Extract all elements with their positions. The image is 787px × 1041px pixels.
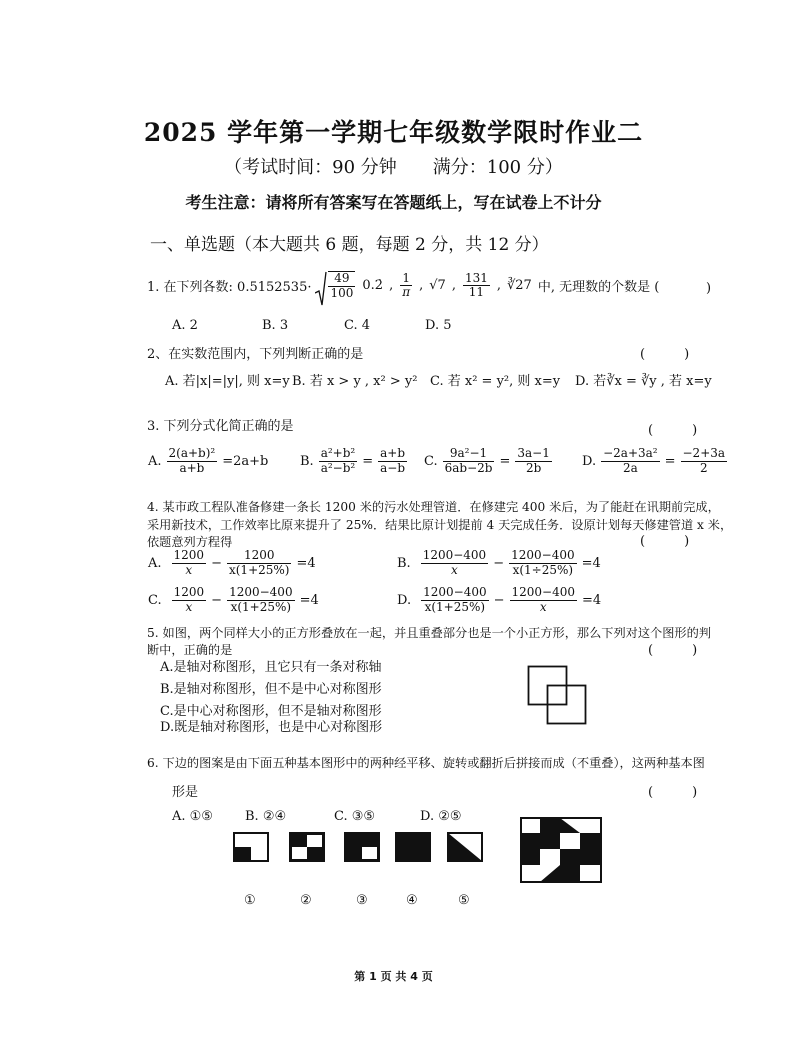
q3-option-c: C. $\frac{\text{9a²−1}}{6ab-2b}$ = $\frac{3a-1}{2b}$ xyxy=(424,446,550,475)
q4-d-frac1 xyxy=(421,586,489,615)
basic-shape-2 xyxy=(289,832,325,862)
q3-b-fraction-right xyxy=(378,447,407,476)
q1-sqrt7: √7 xyxy=(429,278,446,294)
q4-a-label: A. xyxy=(148,555,162,571)
q4-d-n1: 1200−400 xyxy=(423,585,487,599)
q1-one-over-pi xyxy=(400,272,412,301)
overlapping-squares-figure xyxy=(527,665,589,727)
q1-prefix: 1. 在下列各数: 0.5152535· xyxy=(147,280,312,296)
shape-label-2: ② xyxy=(300,893,312,908)
q1-option-c: C. 4 xyxy=(344,318,371,333)
q3-c-fraction-right xyxy=(515,447,551,476)
q4-c-frac1 xyxy=(172,586,207,615)
q2-option-d: D. 若∛x = ∛y , 若 x=y xyxy=(575,374,712,389)
q4-c-d1: x xyxy=(185,599,193,614)
q4-d-d2: x xyxy=(539,599,547,614)
q1-suffix: 中, 无理数的个数是 ( xyxy=(537,280,660,296)
q3-d-label: D. xyxy=(582,453,597,469)
q3-d-den: 2a xyxy=(622,460,638,475)
q1-sqrt-num: 49 xyxy=(328,272,355,287)
q1-sqrt-fraction xyxy=(317,271,356,301)
q4-a-n2: 1200 xyxy=(227,549,292,564)
q3-option-a xyxy=(148,447,268,476)
q4-b-label: B. xyxy=(397,555,411,571)
shape-label-5: ⑤ xyxy=(458,893,470,908)
q4-d-d1: x(1+25%) xyxy=(424,599,486,614)
q5-option-b: B.是轴对称图形，但不是中心对称图形 xyxy=(160,682,382,697)
q4-answer-paren: ( ) xyxy=(640,534,690,549)
q4-b-frac2 xyxy=(509,549,577,578)
q4-d-label: D. xyxy=(397,592,412,608)
question-1-stem: 1. 在下列各数: 0.5152535· $\frac{49}{100}$ 0.2̇ , $\frac{1}{\pi}$ , √7 , $\frac{131}{11}$ , ∛27 中, 无理数的个数是 ( xyxy=(147,271,659,301)
q3-d-rden: 2 xyxy=(699,460,708,475)
q3-a-rhs: =2a+b xyxy=(222,453,269,469)
q4-d-frac2 xyxy=(510,586,578,615)
q3-answer-paren: ( ) xyxy=(648,423,698,438)
q1-131-num: 131 xyxy=(464,270,488,285)
q3-d-num: −2a+3a² xyxy=(603,446,658,460)
q3-b-label: B. xyxy=(300,453,314,469)
q3-a-label: A. xyxy=(148,453,162,469)
q3-a-fraction xyxy=(167,447,218,476)
q3-c-rnum: 3a−1 xyxy=(517,446,550,460)
q2-option-a: A. 若|x|=|y|, 则 x=y xyxy=(165,374,290,389)
q1-option-a: A. 2 xyxy=(172,318,198,333)
q4-b-n1: 1200−400 xyxy=(422,548,487,562)
q1-cbrt27: ∛27 xyxy=(507,278,532,294)
exam-title: 2025 学年第一学期七年级数学限时作业二 xyxy=(143,118,644,147)
q3-c-fraction-left xyxy=(443,447,495,476)
question-4-line-1: 4. 某市政工程队准备修建一条长 1200 米的污水处理管道．在修建完 400 米后，为了能赶在讯期前完成， xyxy=(147,500,720,514)
question-2-stem: 2、在实数范围内，下列判断正确的是 xyxy=(147,347,364,362)
q4-a-frac1 xyxy=(172,549,207,578)
q3-c-num: 9a²−1 xyxy=(443,447,495,462)
q4-b-n2: 1200−400 xyxy=(511,548,575,562)
q1-pi-num: 1 xyxy=(400,272,412,287)
q1-pi-den: π xyxy=(402,285,411,300)
q4-a-d1: x xyxy=(185,562,193,577)
q3-a-den: a+b xyxy=(179,460,205,475)
q3-option-d: D. $\frac{\text{−2a+3a²}}{2a}$ = $\frac{-2+3a}{2}$ xyxy=(582,446,726,475)
q4-a-rhs: =4 xyxy=(296,555,316,571)
shape-label-1: ① xyxy=(244,893,256,908)
q3-b-fraction-left xyxy=(319,447,358,476)
q2-option-c: C. 若 x² = y², 则 x=y xyxy=(430,374,561,389)
q4-c-n2: 1200−400 xyxy=(229,585,293,599)
q1-option-d: D. 5 xyxy=(425,318,452,333)
question-6-line-1: 6. 下边的图案是由下面五种基本图形中的两种经平移、旋转或翻折后拼接而成（不重叠），这两种基本图 xyxy=(147,756,705,770)
q4-b-frac1 xyxy=(421,549,489,578)
q1-131-over-11 xyxy=(463,272,490,301)
q3-b-rden: a−b xyxy=(380,460,405,475)
q3-c-label: C. xyxy=(424,453,438,469)
exam-notice: 考生注意：请将所有答案写在答题纸上，写在试卷上不计分 xyxy=(185,193,602,212)
q3-c-rden: 2b xyxy=(525,460,542,475)
q4-b-d2: x(1÷25%) xyxy=(512,562,574,577)
q3-a-num: 2(a+b)² xyxy=(168,446,216,460)
q2-answer-paren: ( ) xyxy=(640,347,690,362)
q3-d-rnum: −2+3a xyxy=(682,446,726,460)
q6-option-c: C. ③⑤ xyxy=(334,809,376,824)
q1-131-den: 11 xyxy=(468,285,485,300)
q3-d-fraction-right xyxy=(681,447,728,476)
sqrt-sign-icon xyxy=(315,271,327,307)
q4-c-d2: x(1+25%) xyxy=(230,599,292,614)
q6-option-d: D. ②⑤ xyxy=(420,809,462,824)
q4-a-d2: x(1+25%) xyxy=(228,562,290,577)
q1-close-paren: ) xyxy=(706,281,712,296)
q4-c-rhs: =4 xyxy=(299,592,319,608)
q4-c-n1: 1200 xyxy=(173,585,205,599)
q3-b-den: a²−b² xyxy=(320,460,356,475)
q4-option-b: B. $\frac{1200-400}{x}$ − $\frac{1200-400}{x(1\div 25\%)}$ =4 xyxy=(397,548,601,577)
q4-a-frac2 xyxy=(227,549,292,578)
q6-option-a: A. ①⑤ xyxy=(172,809,213,824)
q6-answer-paren: ( ) xyxy=(648,785,698,800)
q5-option-a: A.是轴对称图形，且它只有一条对称轴 xyxy=(160,660,382,675)
q3-d-fraction-left xyxy=(601,447,660,476)
basic-shape-4 xyxy=(395,832,431,862)
question-3-stem: 3. 下列分式化简正确的是 xyxy=(147,419,294,434)
shape-label-4: ④ xyxy=(406,893,418,908)
q4-d-n2: 1200−400 xyxy=(511,585,575,599)
basic-shape-3 xyxy=(344,832,380,862)
q1-sqrt-den: 100 xyxy=(330,285,354,300)
question-4-line-2: 采用新技术，工作效率比原来提升了 25%．结果比原计划提前 4 天完成任务．设原计划每天修建管道 x 米， xyxy=(147,518,733,532)
page-footer: 第 1 页 共 4 页 xyxy=(354,970,433,983)
section-heading: 一、单选题（本大题共 6 题，每题 2 分，共 12 分） xyxy=(150,235,549,255)
q4-option-c: C. $\frac{1200}{x}$ − $\frac{1200-400}{x(1+25\%)}$ =4 xyxy=(148,585,319,614)
q4-d-rhs: =4 xyxy=(582,592,602,608)
q3-b-rnum: a+b xyxy=(380,446,405,460)
question-4-line-3: 依题意列方程得 xyxy=(147,535,233,549)
q4-option-d: D. $\frac{1200-400}{x(1+25\%)}$ − $\frac{1200-400}{x}$ =4 xyxy=(397,585,602,614)
exam-subtitle: （考试时间：90 分钟 满分：100 分） xyxy=(224,157,563,178)
q5-option-c: C.是中心对称图形，但不是轴对称图形 xyxy=(160,704,382,719)
q4-c-frac2 xyxy=(227,586,295,615)
question-5-line-1: 5. 如图，两个同样大小的正方形叠放在一起，并且重叠部分也是一个小正方形，那么下列对这个图形的判 xyxy=(147,626,711,640)
basic-shape-1 xyxy=(233,832,269,862)
composite-pattern xyxy=(520,817,602,883)
q5-answer-paren: ( ) xyxy=(648,643,698,658)
basic-shape-5 xyxy=(447,832,483,862)
q5-option-d: D.既是轴对称图形，也是中心对称图形 xyxy=(160,720,383,735)
question-5-line-2: 断中，正确的是 xyxy=(147,643,233,657)
shape-label-3: ③ xyxy=(356,893,368,908)
q1-repeating: 0.2̇ xyxy=(362,278,384,294)
q2-option-b: B. 若 x > y , x² > y² xyxy=(292,374,418,389)
q3-c-den: 6ab−2b xyxy=(444,460,493,475)
question-6-line-2: 形是 xyxy=(172,785,199,800)
q4-c-label: C. xyxy=(148,592,162,608)
q4-a-n1: 1200 xyxy=(173,548,205,562)
q4-b-rhs: =4 xyxy=(581,555,601,571)
q3-b-num: a²+b² xyxy=(320,446,356,460)
q1-option-b: B. 3 xyxy=(262,318,289,333)
q4-option-a: A. $\frac{1200}{x}$ − $\frac{1200}{x(1+25\%)}$ =4 xyxy=(148,548,316,577)
q6-option-b: B. ②④ xyxy=(245,809,287,824)
q3-option-b: B. $\frac{\text{a²+b²}}{\text{a²−b²}}$ = $\frac{a+b}{a-b}$ xyxy=(300,446,405,475)
q4-b-d1: x xyxy=(451,562,458,577)
